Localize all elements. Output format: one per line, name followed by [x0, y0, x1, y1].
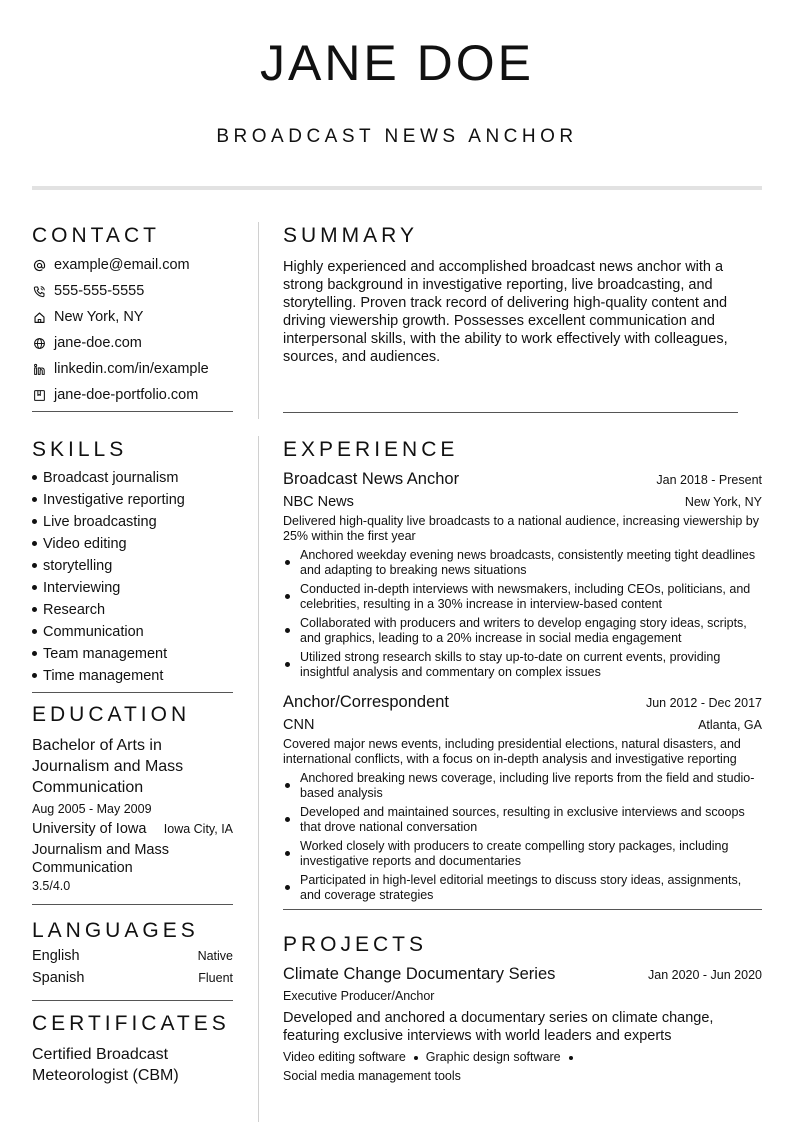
bullet-dot	[32, 519, 37, 524]
skill-item: Live broadcasting	[32, 511, 233, 533]
skill-item: Time management	[32, 665, 233, 687]
summary-text: Highly experienced and accomplished broadcast news anchor with a strong background in investigative reporting, live broadcasting, and storytelling. Proven track record of delivering high-quality content and driving viewership growth. Possesses excellent communication and interpersonal skills, with the ability to work effectively with colleagues, sources, and audiences.	[283, 259, 728, 365]
project-header	[283, 965, 762, 984]
bullet-dot	[32, 497, 37, 502]
project-dates: Jan 2020 - Jun 2020	[648, 968, 762, 982]
education-section	[32, 701, 233, 905]
bullet-dot	[32, 651, 37, 656]
experience-divider	[283, 909, 762, 910]
bullet-dot	[32, 541, 37, 546]
language-level: Fluent	[198, 971, 233, 985]
tool-separator	[569, 1056, 573, 1060]
languages-divider	[32, 1000, 233, 1001]
education-title: EDUCATION	[32, 703, 191, 726]
column-divider-top	[258, 222, 259, 419]
project-entry	[283, 965, 762, 1086]
job-dates: Jan 2018 - Present	[656, 473, 762, 487]
contact-phone-text: 555-555-5555	[54, 283, 145, 299]
job-bullet: Participated in high-level editorial meetings to discuss story ideas, assignments, and coverage strategies	[283, 873, 762, 903]
education-location: Iowa City, IA	[163, 822, 233, 836]
project-description: Developed and anchored a documentary series on climate change, featuring exclusive interviews with world leaders and experts	[283, 1010, 714, 1044]
language-name: English	[32, 948, 80, 964]
education-divider	[32, 904, 233, 905]
certificate-item: Certified Broadcast Meteorologist (CBM)	[32, 1046, 179, 1084]
bullet-dot	[32, 475, 37, 480]
skill-item: Broadcast journalism	[32, 467, 233, 489]
job-bullet: Anchored weekday evening news broadcasts, consistently meeting tight deadlines and adapting to breaking news situations	[283, 548, 762, 578]
job-company: NBC News	[283, 494, 354, 510]
project-tools	[283, 1048, 762, 1086]
skill-item: Team management	[32, 643, 233, 665]
job-bullet: Developed and maintained sources, resulting in exclusive interviews and scoops that drove national conversation	[283, 805, 762, 835]
globe-icon	[32, 336, 46, 350]
education-gpa: 3.5/4.0	[32, 879, 71, 893]
project-tool: Social media management tools	[283, 1069, 461, 1083]
job-bullet: Worked closely with producers to create compelling story packages, including investigative reports and documentaries	[283, 839, 762, 869]
job-bullet: Collaborated with producers and writers to develop engaging story ideas, scripts, and graphics, leading to a 20% increase in social media engagement	[283, 616, 762, 646]
contact-email-text: example@email.com	[54, 257, 190, 273]
contact-title: CONTACT	[32, 224, 160, 247]
job-location: Atlanta, GA	[698, 718, 762, 732]
contact-linkedin[interactable]	[32, 356, 233, 382]
project-tool: Video editing software	[283, 1050, 406, 1064]
summary-divider	[283, 412, 738, 413]
bullet-dot	[32, 673, 37, 678]
home-icon	[32, 310, 46, 324]
experience-title: EXPERIENCE	[283, 438, 459, 461]
contact-portfolio-text: jane-doe-portfolio.com	[54, 387, 199, 403]
language-level: Native	[197, 949, 233, 963]
language-row	[32, 948, 233, 970]
skills-divider	[32, 692, 233, 693]
job-bullets	[283, 548, 762, 680]
education-degree: Bachelor of Arts in Journalism and Mass Communication	[32, 737, 184, 796]
job-header	[283, 470, 762, 489]
bullet-dot	[32, 563, 37, 568]
education-dates: Aug 2005 - May 2009	[32, 802, 152, 816]
job-bullet: Utilized strong research skills to stay up-to-date on current events, providing insightful analysis and commentary on complex issues	[283, 650, 762, 680]
tool-separator	[414, 1056, 418, 1060]
skill-item: storytelling	[32, 555, 233, 577]
job-entry	[283, 470, 762, 680]
summary-title: SUMMARY	[283, 224, 418, 247]
job-description: Covered major news events, including presidential elections, natural disasters, and international conflicts, with a focus on in-depth analysis and investigative reporting	[283, 737, 741, 766]
experience-section	[283, 436, 762, 910]
project-tool: Graphic design software	[425, 1050, 561, 1064]
contact-linkedin-text: linkedin.com/in/example	[54, 361, 209, 377]
contact-website[interactable]	[32, 330, 233, 356]
contact-portfolio[interactable]	[32, 382, 233, 408]
job-bullet: Anchored breaking news coverage, including live reports from the field and studio-based analysis	[283, 771, 762, 801]
job-bullets	[283, 771, 762, 903]
job-bullet: Conducted in-depth interviews with newsmakers, including CEOs, politicians, and celebrities, resulting in a 30% increase in interview-based content	[283, 582, 762, 612]
skill-item: Investigative reporting	[32, 489, 233, 511]
portfolio-icon	[32, 388, 46, 402]
contact-location-text: New York, NY	[54, 309, 144, 325]
at-icon	[32, 258, 46, 272]
resume-name: JANE DOE	[259, 35, 535, 91]
job-description: Delivered high-quality live broadcasts to a national audience, increasing viewership by 25% within the first year	[283, 514, 759, 543]
education-field: Journalism and Mass Communication	[32, 842, 169, 876]
job-company-row	[283, 494, 762, 510]
contact-location	[32, 304, 233, 330]
education-school-row	[32, 821, 233, 837]
job-dates: Jun 2012 - Dec 2017	[645, 696, 762, 710]
education-school: University of Iowa	[32, 821, 147, 837]
projects-title: PROJECTS	[283, 933, 428, 956]
contact-section	[32, 222, 233, 412]
job-header	[283, 693, 762, 712]
job-title: Broadcast News Anchor	[283, 470, 460, 488]
contact-phone[interactable]	[32, 278, 233, 304]
projects-section	[283, 931, 762, 1086]
skills-title: SKILLS	[32, 438, 128, 461]
language-row	[32, 970, 233, 992]
project-role: Executive Producer/Anchor	[283, 989, 435, 1003]
skills-section	[32, 436, 233, 693]
contact-divider	[32, 411, 233, 412]
job-company-row	[283, 717, 762, 733]
contact-website-text: jane-doe.com	[54, 335, 142, 351]
skill-item: Video editing	[32, 533, 233, 555]
language-name: Spanish	[32, 970, 85, 986]
header-divider	[32, 186, 762, 190]
phone-icon	[32, 284, 46, 298]
bullet-dot	[32, 585, 37, 590]
column-divider-bottom	[258, 436, 259, 1122]
job-location: New York, NY	[684, 495, 762, 509]
skill-item: Communication	[32, 621, 233, 643]
project-title: Climate Change Documentary Series	[283, 965, 556, 983]
languages-section	[32, 917, 233, 1001]
certificates-title: CERTIFICATES	[32, 1012, 230, 1035]
linkedin-icon	[32, 362, 46, 376]
resume-role: BROADCAST NEWS ANCHOR	[216, 126, 578, 147]
bullet-dot	[32, 607, 37, 612]
languages-title: LANGUAGES	[32, 919, 199, 942]
job-company: CNN	[283, 717, 315, 733]
contact-email[interactable]	[32, 252, 233, 278]
job-entry	[283, 693, 762, 903]
summary-section	[283, 222, 762, 413]
skill-item: Research	[32, 599, 233, 621]
skill-item: Interviewing	[32, 577, 233, 599]
bullet-dot	[32, 629, 37, 634]
job-title: Anchor/Correspondent	[283, 693, 450, 711]
certificates-section	[32, 1010, 233, 1086]
